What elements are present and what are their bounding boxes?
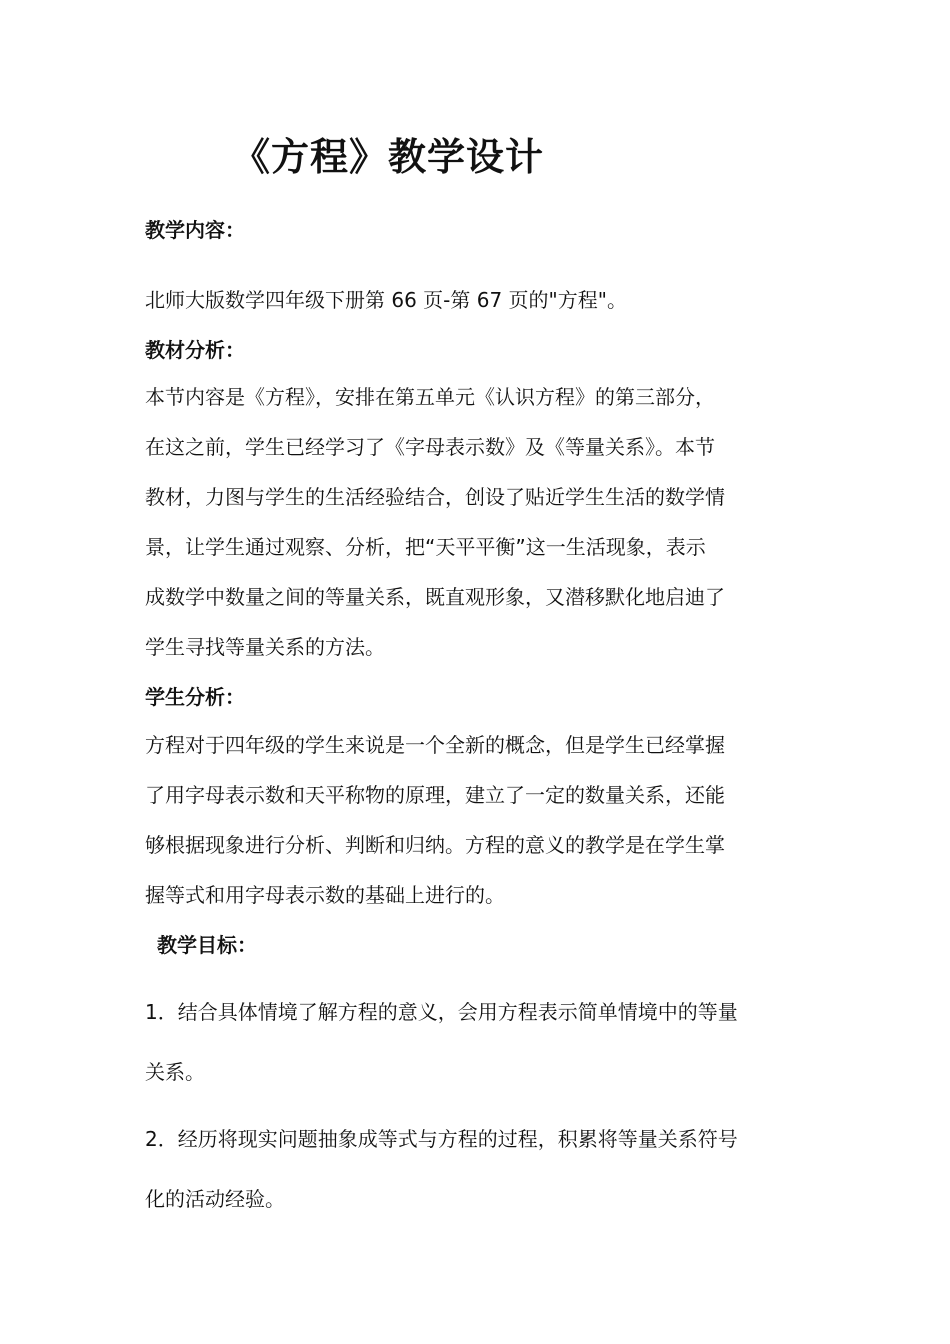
- student-line: 了用字母表示数和天平称物的原理，建立了一定的数量关系，还能: [145, 783, 725, 807]
- content-line: 北师大版数学四年级下册第 66 页-第 67 页的"方程"。: [145, 288, 627, 312]
- student-line: 握等式和用字母表示数的基础上进行的。: [145, 883, 505, 907]
- document-title: 《方程》教学设计: [232, 135, 545, 179]
- goal-line: 2．经历将现实问题抽象成等式与方程的过程，积累将等量关系符号: [145, 1127, 738, 1151]
- heading-teaching-goals: 教学目标：: [157, 933, 257, 957]
- goal-line: 化的活动经验。: [145, 1187, 285, 1211]
- goal-line: 1．结合具体情境了解方程的意义，会用方程表示简单情境中的等量: [145, 1000, 738, 1024]
- material-line: 教材，力图与学生的生活经验结合，创设了贴近学生生活的数学情: [145, 485, 725, 509]
- student-line: 方程对于四年级的学生来说是一个全新的概念，但是学生已经掌握: [145, 733, 725, 757]
- material-line: 学生寻找等量关系的方法。: [145, 635, 385, 659]
- student-line: 够根据现象进行分析、判断和归纳。方程的意义的教学是在学生掌: [145, 833, 725, 857]
- material-line: 本节内容是《方程》，安排在第五单元《认识方程》的第三部分，: [145, 385, 715, 409]
- heading-student-analysis: 学生分析：: [145, 685, 245, 709]
- material-line: 成数学中数量之间的等量关系，既直观形象，又潜移默化地启迪了: [145, 585, 725, 609]
- material-line: 景，让学生通过观察、分析，把“天平平衡”这一生活现象，表示: [145, 535, 706, 559]
- heading-material-analysis: 教材分析：: [145, 338, 245, 362]
- heading-teaching-content: 教学内容：: [145, 218, 245, 242]
- goal-line: 关系。: [145, 1060, 205, 1084]
- material-line: 在这之前，学生已经学习了《字母表示数》及《等量关系》。本节: [145, 435, 715, 459]
